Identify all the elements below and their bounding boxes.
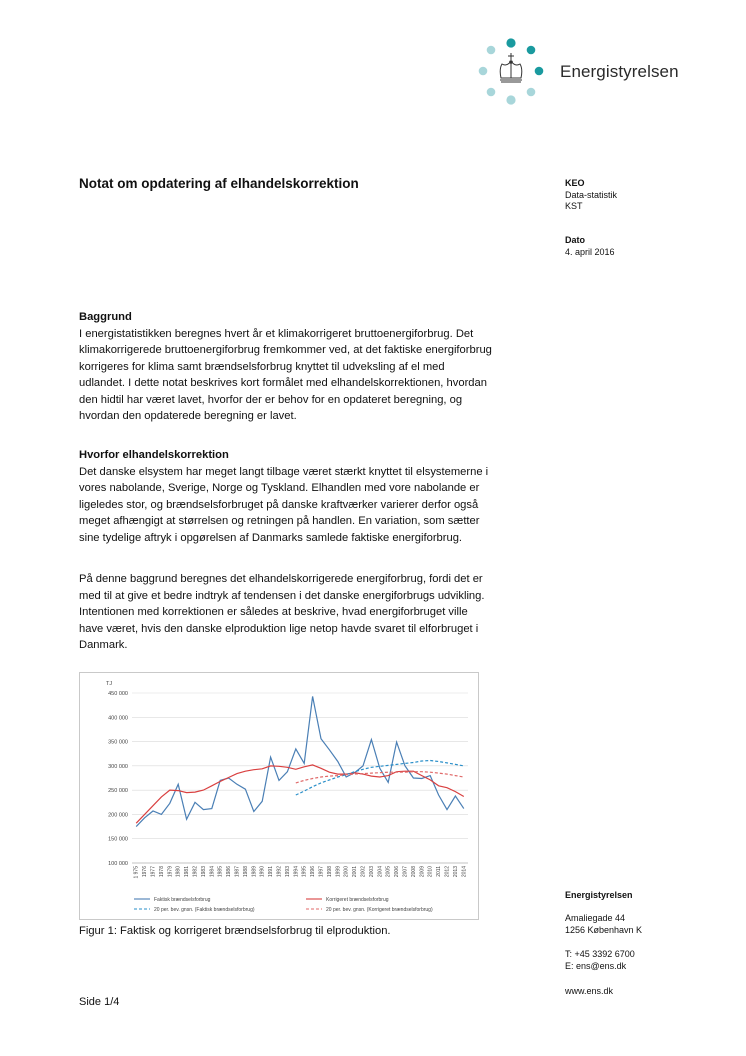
- x-tick-label: 2011: [436, 866, 443, 877]
- paragraph-line: Intentionen med korrektionen er således at beskrive, hvad energiforbruget ville: [79, 606, 468, 618]
- x-tick-label: 2008: [410, 866, 417, 878]
- y-tick-label: 150 000: [108, 836, 128, 843]
- paragraph-line: have været, hvis den danske elproduktion lige netop havde svaret til elforbruget i: [79, 622, 479, 635]
- contact-phone: T: +45 3392 6700: [565, 949, 635, 959]
- series-line: [136, 696, 464, 826]
- contact-city: 1256 København K: [565, 924, 643, 935]
- x-tick-label: 2007: [402, 866, 409, 878]
- x-tick-label: 1985: [217, 866, 224, 878]
- paragraph-line: vores nabolande, Sverige, Norge og Tyskland. Elhandlen med vore nabolande er: [79, 482, 480, 494]
- paragraph-line: I energistatistikken beregnes hvert år et klimakorrigeret bruttoenergiforbrug. Det: [79, 327, 474, 340]
- meta-date-value: 4. april 2016: [565, 246, 615, 257]
- contact-address: [565, 913, 642, 936]
- paragraph-line: den hidtil har været lavet, hvorfor der er behov for en opdateret beregning, og: [79, 393, 463, 406]
- y-tick-label: 400 000: [108, 715, 128, 722]
- x-tick-label: 1997: [318, 866, 325, 878]
- x-tick-label: 2005: [385, 866, 392, 878]
- line-chart: [80, 673, 478, 919]
- paragraph-line: Danmark.: [79, 639, 128, 651]
- x-tick-label: 1993: [284, 866, 291, 878]
- x-tick-label: 1979: [167, 866, 174, 878]
- contact-phone-email: [565, 949, 635, 972]
- x-tick-label: 1 975: [133, 866, 140, 879]
- x-tick-label: 1984: [209, 866, 216, 878]
- meta-date: [565, 235, 615, 258]
- x-tick-label: 1991: [268, 866, 275, 878]
- paragraph-line: korrigeres for klima samt brændselsforbrug knyttet til udveksling af el med: [79, 360, 445, 373]
- x-tick-label: 1994: [293, 866, 300, 878]
- paragraph-line: meget afhængigt at størrelsen og retningen på handlen. En variation, som sætter: [79, 515, 480, 527]
- meta-department: [565, 178, 617, 213]
- section-hvorfor: [79, 447, 559, 546]
- x-tick-label: 1990: [259, 866, 266, 878]
- paragraph-line: klimakorrigerede bruttoenergiforbrug fremkommer ved, at det faktiske energiforbrug: [79, 344, 492, 356]
- y-tick-label: 450 000: [108, 691, 128, 697]
- x-tick-label: 1987: [234, 866, 241, 878]
- y-tick-label: 300 000: [108, 763, 128, 770]
- x-tick-label: 1996: [310, 866, 317, 878]
- legend-label: Korrigeret brændselsforbrug: [326, 897, 389, 903]
- x-tick-label: 2014: [461, 866, 468, 878]
- x-tick-label: 2006: [394, 866, 401, 878]
- paragraph-line: udlandet. I dette notat beskrives kort formålet med elhandelskorrektionen, hvordan: [79, 377, 487, 389]
- document-title: Notat om opdatering af elhandelskorrektion: [79, 176, 359, 191]
- paragraph-line: På denne baggrund beregnes det elhandelskorrigerede energiforbrug, fordi det er: [79, 573, 483, 585]
- x-tick-label: 1998: [326, 866, 333, 878]
- paragraph-line: sine tydelige aftryk i opgørelsen af Danmarks samlede faktiske energiforbrug.: [79, 531, 463, 544]
- x-tick-label: 2012: [444, 866, 451, 878]
- section-baggrund: [79, 309, 559, 425]
- legend-label: Faktisk brændselsforbrug: [154, 897, 211, 903]
- legend-label: 20 per. bev. gnsn. (Korrigeret brændselsforbrug): [326, 907, 433, 913]
- x-tick-label: 1980: [175, 866, 182, 878]
- x-tick-label: 1988: [242, 866, 249, 878]
- x-tick-label: 1999: [335, 866, 342, 878]
- meta-unit: Data-statistik: [565, 189, 618, 200]
- x-tick-label: 1976: [142, 866, 149, 878]
- contact-org: Energistyrelsen: [565, 890, 633, 900]
- page-number: Side 1/4: [79, 996, 120, 1008]
- paragraph-line: med til at give et bedre indtryk af tendensen i det danske energiforbrugs udvikling.: [79, 589, 485, 602]
- contact-email[interactable]: E: ens@ens.dk: [565, 960, 627, 971]
- x-tick-label: 1977: [150, 866, 157, 878]
- x-tick-label: 2001: [352, 866, 359, 878]
- brand-name: Energistyrelsen: [560, 62, 679, 81]
- contact-web[interactable]: www.ens.dk: [565, 986, 614, 996]
- figure-caption: Figur 1: Faktisk og korrigeret brændselsforbrug til elproduktion.: [79, 925, 391, 937]
- y-tick-label: 350 000: [108, 739, 128, 746]
- x-tick-label: 1986: [226, 866, 233, 878]
- x-tick-label: 2009: [419, 866, 426, 878]
- y-tick-label: 100 000: [108, 861, 128, 867]
- meta-label-keo: KEO: [565, 178, 585, 188]
- x-tick-label: 2004: [377, 866, 384, 878]
- x-tick-label: 1992: [276, 866, 283, 878]
- meta-initials: KST: [565, 201, 583, 211]
- meta-date-label: Dato: [565, 235, 585, 245]
- y-tick-label: 200 000: [108, 812, 128, 819]
- y-tick-label: 250 000: [108, 788, 128, 795]
- y-axis-unit: TJ: [106, 681, 113, 687]
- x-tick-label: 2003: [368, 866, 375, 878]
- x-tick-label: 2002: [360, 866, 367, 878]
- x-tick-label: 2000: [343, 866, 350, 878]
- legend-label: 20 per. bev. gnsn. (Faktisk brændselsforbrug): [154, 907, 255, 913]
- paragraph-line: ligeledes stor, og brændselsforbruget på danske kraftværker varierer derfor også: [79, 498, 479, 511]
- section-paa-denne-baggrund: [79, 571, 559, 654]
- x-tick-label: 1995: [301, 866, 308, 878]
- section-heading: Hvorfor elhandelskorrektion: [79, 449, 229, 461]
- x-tick-label: 2013: [452, 866, 459, 878]
- contact-street: Amaliegade 44: [565, 913, 626, 923]
- section-heading: Baggrund: [79, 311, 132, 323]
- x-tick-label: 1983: [200, 866, 207, 878]
- paragraph-line: Det danske elsystem har meget langt tilbage været stærkt knyttet til elsystemerne i: [79, 465, 489, 478]
- x-tick-label: 2010: [427, 866, 434, 878]
- figure-chart: [79, 672, 479, 920]
- x-tick-label: 1989: [251, 866, 258, 878]
- x-tick-label: 1982: [192, 866, 199, 878]
- x-tick-label: 1981: [184, 866, 191, 878]
- x-tick-label: 1978: [158, 866, 165, 878]
- paragraph-line: hvordan den opdaterede beregning er lavet.: [79, 410, 297, 422]
